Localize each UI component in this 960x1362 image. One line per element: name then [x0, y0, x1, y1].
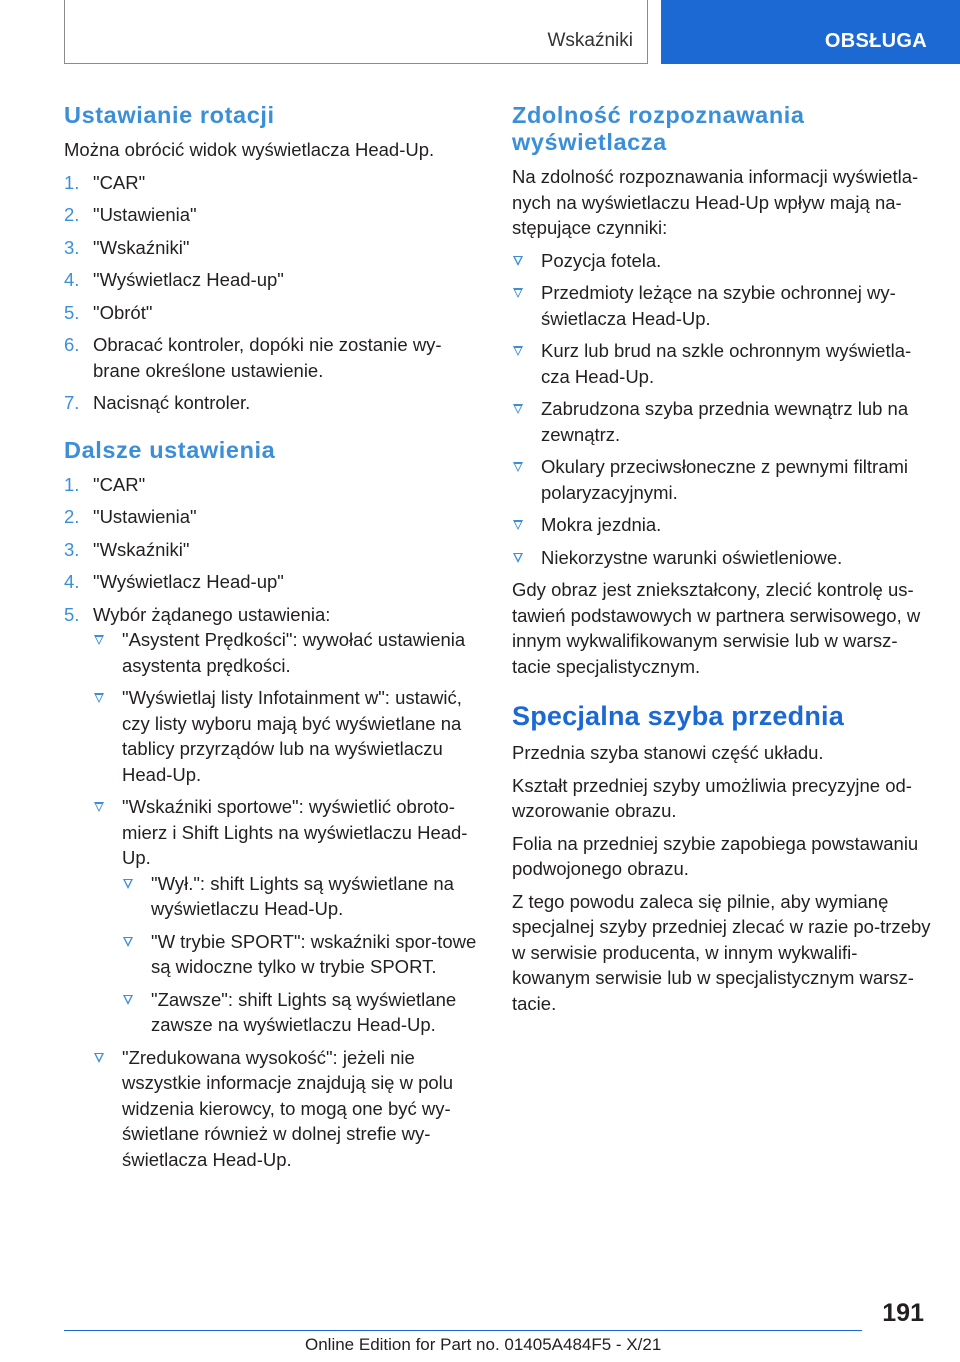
- readability-factors-list: [512, 248, 932, 571]
- step-text: "Wskaźniki": [93, 538, 190, 560]
- readability-factor: [512, 512, 932, 538]
- readability-factor: [512, 248, 932, 274]
- further-step: [64, 472, 484, 498]
- factor-text: Mokra jezdnia.: [541, 514, 662, 535]
- settings-option: [93, 1045, 484, 1173]
- bullet-triangle-icon: [513, 520, 523, 530]
- step-text: "Obrót": [93, 301, 153, 323]
- rotation-step: [64, 332, 484, 383]
- rotation-step: [64, 300, 484, 326]
- windshield-paragraph: Folia na przedniej szybie zapobiega powstawaniu podwojonego obrazu.: [512, 832, 919, 879]
- factor-text: Okulary przeciwsłoneczne z pewnymi filtrami polaryzacyjnymi.: [541, 456, 909, 503]
- windshield-paragraph: Przednia szyba stanowi część układu.: [512, 742, 824, 763]
- step-text: "Wyświetlacz Head-up": [93, 269, 284, 290]
- step-text: "Wyświetlacz Head-up": [93, 571, 284, 592]
- rotation-intro: Można obrócić widok wyświetlacza Head-Up.: [64, 139, 435, 160]
- page-number: 191: [882, 1299, 924, 1327]
- section-spacer: [64, 423, 484, 437]
- rotation-heading: Ustawianie rotacji: [64, 102, 275, 128]
- step-text: "Ustawienia": [93, 506, 197, 527]
- readability-factor: [512, 396, 932, 447]
- step-number: 1.: [64, 473, 80, 495]
- header-section-box: [64, 0, 648, 64]
- windshield-paragraph: Z tego powodu zaleca się pilnie, aby wymianę specjalnej szyby przedniej zlecać w razie po-trzeby w serwisie producenta, w innym wykwalifi-kowanym serwisie lub w specjalistycznym warsz-tacie.: [512, 890, 931, 1014]
- step-number: 7.: [64, 392, 80, 413]
- step-text: "CAR": [93, 171, 146, 193]
- settings-option: [93, 794, 484, 1038]
- readability-factor: [512, 454, 932, 505]
- step-text: Nacisnąć kontroler.: [93, 392, 251, 413]
- readability-factor: [512, 280, 932, 331]
- settings-option: [93, 685, 484, 787]
- readability-intro: Na zdolność rozpoznawania informacji wyświetla-nych na wyświetlaczu Head-Up wpływ mają na-stępujące czynniki:: [512, 166, 919, 238]
- sport-option: [122, 987, 484, 1038]
- option-text: "Wył.": shift Lights są wyświetlane na wyświetlaczu Head-Up.: [151, 872, 454, 919]
- factor-text: Przedmioty leżące na szybie ochronnej wy-świetlacza Head-Up.: [541, 282, 896, 329]
- step-text: "Wskaźniki": [93, 236, 190, 258]
- further-steps: [64, 472, 484, 1173]
- step-text: Obracać kontroler, dopóki nie zostanie wy-brane określone ustawienie.: [93, 334, 442, 381]
- bullet-triangle-icon: [94, 693, 104, 703]
- bullet-triangle-icon: [94, 802, 104, 812]
- option-text: "Asystent Prędkości": wywołać ustawienia asystenta prędkości.: [122, 629, 466, 676]
- header-section-title: Wskaźniki: [547, 30, 633, 51]
- rotation-step: [64, 390, 484, 416]
- readability-note: Gdy obraz jest zniekształcony, zlecić kontrolę us-tawień podstawowych w partnera serwisowego, w innym wykwalifikowanym serwisie lub w warsz-tacie specjalistycznym.: [512, 579, 921, 677]
- step-number: 3.: [64, 236, 80, 258]
- step-text: "CAR": [93, 473, 146, 495]
- bullet-triangle-icon: [123, 879, 133, 889]
- windshield-paragraph: Kształt przedniej szyby umożliwia precyzyjne od-wzorowanie obrazu.: [512, 774, 912, 821]
- further-step: [64, 504, 484, 530]
- factor-text: Pozycja fotela.: [541, 249, 662, 271]
- sport-option: [122, 871, 484, 922]
- step-number: 2.: [64, 506, 80, 527]
- option-text: "Wyświetlaj listy Infotainment w": ustawić, czy listy wyboru mają być wyświetlane na tablicy przyrządów lub na wyświetlaczu Head-Up.: [122, 687, 462, 785]
- step-number: 4.: [64, 571, 80, 592]
- rotation-step: [64, 202, 484, 228]
- bullet-triangle-icon: [513, 256, 523, 266]
- further-step: [64, 569, 484, 595]
- windshield-heading: Specjalna szyba przednia: [512, 701, 844, 731]
- bullet-triangle-icon: [123, 995, 133, 1005]
- rotation-step: [64, 170, 484, 196]
- header-chapter-label: OBSŁUGA: [824, 30, 927, 52]
- bullet-triangle-icon: [513, 288, 523, 298]
- readability-factor: [512, 338, 932, 389]
- rotation-steps: [64, 170, 484, 416]
- further-step: [64, 537, 484, 563]
- header-chapter-tab: [661, 0, 960, 64]
- bullet-triangle-icon: [123, 937, 133, 947]
- step-number: 5.: [64, 603, 80, 625]
- step-number: 6.: [64, 334, 80, 355]
- step-number: 5.: [64, 301, 80, 323]
- bullet-triangle-icon: [513, 462, 523, 472]
- footer-divider: [64, 1330, 862, 1331]
- rotation-step: [64, 267, 484, 293]
- factor-text: Niekorzystne warunki oświetleniowe.: [541, 546, 843, 568]
- right-column: [512, 102, 932, 1023]
- bullet-triangle-icon: [513, 553, 523, 563]
- bullet-triangle-icon: [94, 1053, 104, 1063]
- settings-options-list: [93, 627, 484, 1172]
- settings-option: [93, 627, 484, 678]
- left-column: [64, 102, 484, 1179]
- sport-options-list: [122, 871, 484, 1038]
- option-text: "Wskaźniki sportowe": wyświetlić obroto-mierz i Shift Lights na wyświetlaczu Head-Up.: [122, 796, 468, 868]
- section-spacer: [512, 686, 932, 700]
- option-text: "Zawsze": shift Lights są wyświetlane zawsze na wyświetlaczu Head-Up.: [151, 988, 457, 1035]
- further-step: [64, 602, 484, 1173]
- step-number: 2.: [64, 204, 80, 225]
- further-settings-heading: Dalsze ustawienia: [64, 436, 276, 463]
- step-number: 1.: [64, 171, 80, 193]
- readability-heading: Zdolność rozpoznawania wyświetlacza: [512, 102, 805, 155]
- step-text: Wybór żądanego ustawienia:: [93, 603, 331, 625]
- footer-edition: Online Edition for Part no. 01405A484F5 - X/21: [305, 1335, 662, 1354]
- bullet-triangle-icon: [94, 635, 104, 645]
- bullet-triangle-icon: [513, 404, 523, 414]
- step-text: "Ustawienia": [93, 204, 197, 225]
- readability-factor: [512, 545, 932, 571]
- option-text: "W trybie SPORT": wskaźniki spor-towe są widoczne tylko w trybie SPORT.: [151, 930, 477, 977]
- factor-text: Zabrudzona szyba przednia wewnątrz lub na zewnątrz.: [541, 398, 909, 445]
- factor-text: Kurz lub brud na szkle ochronnym wyświetla-cza Head-Up.: [541, 340, 912, 387]
- step-number: 4.: [64, 269, 80, 290]
- step-number: 3.: [64, 538, 80, 560]
- sport-option: [122, 929, 484, 980]
- option-text: "Zredukowana wysokość": jeżeli nie wszystkie informacje znajdują się w polu widzenia kierowcy, to mogą one być wy-świetlane również w dolnej strefie wy-świetlacza Head-Up.: [122, 1046, 454, 1170]
- rotation-step: [64, 235, 484, 261]
- bullet-triangle-icon: [513, 346, 523, 356]
